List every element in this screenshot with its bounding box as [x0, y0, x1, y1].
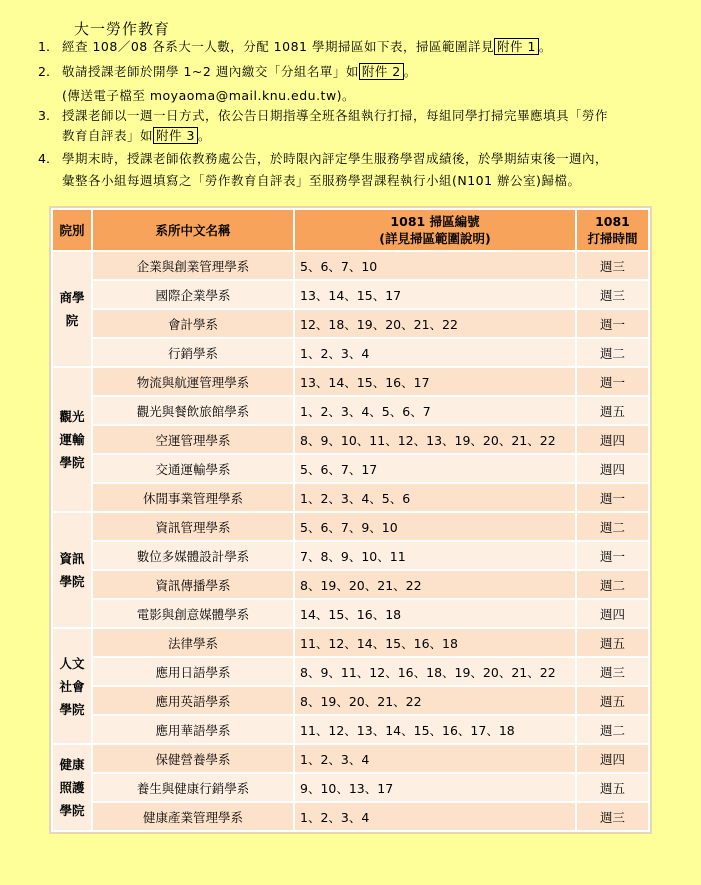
college-name-line: 商學 — [59, 290, 85, 305]
instruction-text: 學期末時，授課老師依教務處公告，於時限內評定學生服務學習成績後，於學期結束後一週內， — [62, 151, 609, 166]
day-cell: 週二 — [577, 339, 648, 366]
table-row — [53, 542, 648, 569]
day-cell: 週五 — [577, 687, 648, 714]
college-name-line: 照護 — [59, 780, 85, 795]
dept-cell: 資訊傳播學系 — [93, 571, 293, 598]
attachment-ref: 附件 2 — [359, 63, 404, 80]
instruction-text: 授課老師以一週一日方式，依公告日期指導全班各組執行打掃，每組同學打掃完畢應填具「勞作 — [62, 108, 609, 123]
instruction-text: (傳送電子檔至 moyaoma@mail.knu.edu.tw)。 — [62, 88, 356, 103]
areas-cell: 1、2、3、4、5、6 — [295, 484, 575, 511]
college-cell — [53, 368, 91, 511]
instruction-number: 4. — [38, 151, 50, 166]
areas-cell: 5、6、7、10 — [295, 252, 575, 279]
areas-cell: 12、18、19、20、21、22 — [295, 310, 575, 337]
day-cell: 週五 — [577, 629, 648, 656]
attachment-ref: 附件 3 — [153, 127, 198, 144]
day-cell: 週一 — [577, 310, 648, 337]
table-row — [53, 281, 648, 308]
day-cell: 週三 — [577, 252, 648, 279]
table-row — [53, 687, 648, 714]
dept-cell: 應用華語學系 — [93, 716, 293, 743]
instruction-number: 3. — [38, 108, 50, 123]
table-row — [53, 629, 648, 656]
dept-cell: 法律學系 — [93, 629, 293, 656]
instruction-text: 經查 108／08 各系大一人數，分配 1081 學期掃區如下表，掃區範圍詳見 — [62, 39, 494, 54]
day-cell: 週二 — [577, 716, 648, 743]
instruction-number: 1. — [38, 39, 50, 54]
areas-cell: 5、6、7、9、10 — [295, 513, 575, 540]
day-cell: 週三 — [577, 803, 648, 830]
dept-cell: 國際企業學系 — [93, 281, 293, 308]
header-time — [577, 210, 648, 250]
college-name-line: 運輸 — [59, 432, 85, 447]
college-cell — [53, 629, 91, 743]
dept-cell: 電影與創意媒體學系 — [93, 600, 293, 627]
table-row — [53, 252, 648, 279]
day-cell: 週三 — [577, 658, 648, 685]
dept-cell: 會計學系 — [93, 310, 293, 337]
areas-cell: 5、6、7、17 — [295, 455, 575, 482]
table-row — [53, 745, 648, 772]
table-row — [53, 571, 648, 598]
cleaning-schedule-table — [49, 206, 652, 834]
header-areas — [295, 210, 575, 250]
instruction-line — [62, 128, 211, 144]
day-cell: 週二 — [577, 571, 648, 598]
header-dept: 系所中文名稱 — [93, 210, 293, 250]
college-name-line: 觀光 — [59, 409, 85, 424]
college-cell — [53, 252, 91, 366]
day-cell: 週四 — [577, 455, 648, 482]
table-row — [53, 484, 648, 511]
dept-cell: 數位多媒體設計學系 — [93, 542, 293, 569]
instruction-text-end: 。 — [538, 39, 552, 54]
areas-cell: 1、2、3、4、5、6、7 — [295, 397, 575, 424]
day-cell: 週五 — [577, 397, 648, 424]
areas-cell: 13、14、15、17 — [295, 281, 575, 308]
dept-cell: 應用日語學系 — [93, 658, 293, 685]
table-body — [53, 252, 648, 830]
day-cell: 週五 — [577, 774, 648, 801]
dept-cell: 觀光與餐飲旅館學系 — [93, 397, 293, 424]
table-row — [53, 513, 648, 540]
areas-cell: 11、12、14、15、16、18 — [295, 629, 575, 656]
attachment-ref: 附件 1 — [494, 38, 539, 55]
table-row — [53, 774, 648, 801]
header-areas-line2: (詳見掃區範圍說明) — [379, 231, 491, 246]
instruction-text-end: 。 — [197, 128, 211, 143]
instruction-line — [62, 173, 580, 189]
dept-cell: 應用英語學系 — [93, 687, 293, 714]
dept-cell: 健康產業管理學系 — [93, 803, 293, 830]
instruction-line — [62, 88, 355, 104]
areas-cell: 14、15、16、18 — [295, 600, 575, 627]
table-row — [53, 716, 648, 743]
table-row — [53, 339, 648, 366]
dept-cell: 企業與創業管理學系 — [93, 252, 293, 279]
table-row — [53, 368, 648, 395]
dept-cell: 物流與航運管理學系 — [93, 368, 293, 395]
areas-cell: 8、19、20、21、22 — [295, 571, 575, 598]
table-row — [53, 455, 648, 482]
day-cell: 週二 — [577, 513, 648, 540]
instruction-line — [62, 64, 417, 80]
college-name-line: 學院 — [59, 574, 85, 589]
instruction-text: 教育自評表」如 — [62, 128, 154, 143]
instruction-line — [62, 151, 608, 167]
table-row — [53, 397, 648, 424]
day-cell: 週三 — [577, 281, 648, 308]
day-cell: 週四 — [577, 600, 648, 627]
dept-cell: 資訊管理學系 — [93, 513, 293, 540]
college-name-line: 社會 — [59, 678, 85, 694]
college-name-line: 人文 — [59, 655, 85, 671]
day-cell: 週一 — [577, 542, 648, 569]
areas-cell: 11、12、13、14、15、16、17、18 — [295, 716, 575, 743]
areas-cell: 1、2、3、4 — [295, 745, 575, 772]
college-name-line: 資訊 — [59, 551, 85, 566]
areas-cell: 8、9、11、12、16、18、19、20、21、22 — [295, 658, 575, 685]
college-name-line: 健康 — [59, 757, 85, 772]
table-row — [53, 310, 648, 337]
table-header-row — [53, 210, 648, 250]
college-name-line: 學院 — [59, 803, 85, 818]
college-cell — [53, 745, 91, 830]
header-areas-line1: 1081 掃區編號 — [390, 214, 480, 229]
college-name-line: 學院 — [59, 701, 85, 717]
dept-cell: 空運管理學系 — [93, 426, 293, 453]
table-row — [53, 803, 648, 830]
college-cell — [53, 513, 91, 627]
areas-cell: 7、8、9、10、11 — [295, 542, 575, 569]
day-cell: 週四 — [577, 745, 648, 772]
instruction-text: 彙整各小組每週填寫之「勞作教育自評表」至服務學習課程執行小組(N101 辦公室)歸檔。 — [62, 173, 581, 188]
college-name-line: 院 — [65, 313, 79, 328]
dept-cell: 交通運輸學系 — [93, 455, 293, 482]
table-row — [53, 600, 648, 627]
dept-cell: 養生與健康行銷學系 — [93, 774, 293, 801]
instruction-line — [62, 39, 552, 55]
instruction-number: 2. — [38, 64, 50, 79]
areas-cell: 9、10、13、17 — [295, 774, 575, 801]
instruction-text: 敬請授課老師於開學 1~2 週內繳交「分組名單」如 — [62, 64, 359, 79]
day-cell: 週一 — [577, 368, 648, 395]
header-time-line2: 打掃時間 — [587, 231, 638, 246]
areas-cell: 1、2、3、4 — [295, 339, 575, 366]
header-time-line1: 1081 — [595, 214, 630, 229]
day-cell: 週一 — [577, 484, 648, 511]
areas-cell: 8、9、10、11、12、13、19、20、21、22 — [295, 426, 575, 453]
areas-cell: 1、2、3、4 — [295, 803, 575, 830]
dept-cell: 保健營養學系 — [93, 745, 293, 772]
table-row — [53, 658, 648, 685]
table-row — [53, 426, 648, 453]
instruction-text-end: 。 — [403, 64, 417, 79]
dept-cell: 休閒事業管理學系 — [93, 484, 293, 511]
page-title: 大一勞作教育 — [74, 20, 171, 38]
day-cell: 週四 — [577, 426, 648, 453]
header-college: 院別 — [53, 210, 91, 250]
areas-cell: 8、19、20、21、22 — [295, 687, 575, 714]
areas-cell: 13、14、15、16、17 — [295, 368, 575, 395]
college-name-line: 學院 — [59, 455, 85, 470]
dept-cell: 行銷學系 — [93, 339, 293, 366]
instruction-line — [62, 108, 608, 124]
